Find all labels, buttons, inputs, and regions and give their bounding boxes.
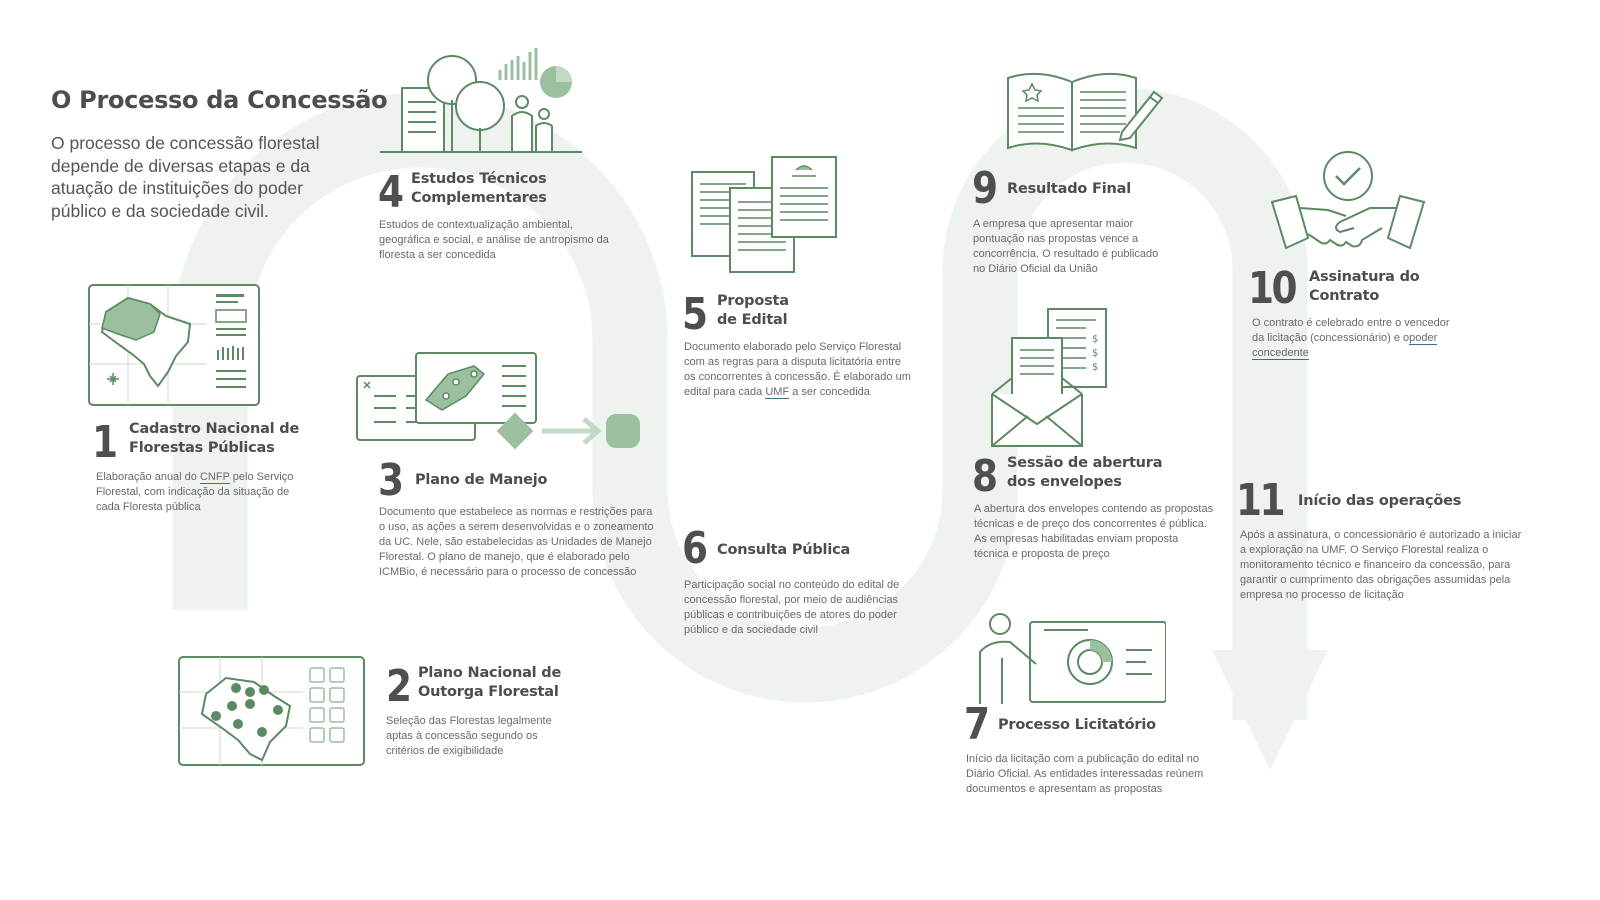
svg-text:$: $ bbox=[1092, 362, 1099, 373]
step-title: Estudos Técnicos Complementares bbox=[411, 171, 547, 206]
step-number: 9 bbox=[972, 163, 996, 214]
svg-text:$: $ bbox=[1092, 334, 1099, 345]
step-description: Documento elaborado pelo Serviço Florestal com as regras para a disputa licitatória entre os concorrentes à concessão. É elaborado um edital para cada UMF a ser concedida bbox=[684, 341, 911, 398]
step-number: 8 bbox=[972, 451, 996, 502]
page-title: O Processo da Concessão bbox=[51, 86, 388, 114]
poder-concedente-link[interactable]: poder concedente bbox=[1252, 332, 1438, 359]
step-description: Seleção das Florestas legalmente aptas à concessão segundo os critérios de exigibilidade bbox=[386, 715, 552, 757]
forest-study-icon bbox=[380, 44, 586, 156]
step-description: Após a assinatura, o concessionário é autorizado a iniciar a exploração na UMF. O Serviço Florestal realiza o monitoramento técnico e financeiro da concessão, para garantir o cumprimento das obrigações assumidas pela empresa no processo de licitação bbox=[1240, 529, 1522, 601]
step-description: A abertura dos envelopes contendo as propostas técnicas e de preço dos concorrentes é pública. As empresas habilitadas enviam proposta técnica e proposta de preço bbox=[974, 503, 1214, 560]
step-title: Início das operações bbox=[1298, 493, 1462, 509]
step-description: A empresa que apresentar maior pontuação nas propostas vence a concorrência. O resultado é publicado no Diário Oficial da União bbox=[973, 218, 1159, 275]
step-title: Proposta de Edital bbox=[717, 293, 789, 328]
cnfp-link[interactable]: CNFP bbox=[199, 471, 230, 483]
step-description: Participação social no conteúdo do edital de concessão florestal, por meio de audiências públicas e contribuições de atores do poder público e da sociedade civil bbox=[684, 579, 900, 636]
step-number: 1 bbox=[92, 417, 116, 468]
map-pins-icon bbox=[178, 656, 370, 768]
step-description: O contrato é celebrado entre o vencedor da licitação (concessionário) e opoder concedente bbox=[1252, 317, 1450, 359]
step-title: Consulta Pública bbox=[717, 542, 851, 558]
step-description: Início da licitação com a publicação do edital no Diário Oficial. As entidades interessadas reúnem documentos e apresentam as propostas bbox=[966, 753, 1204, 795]
intro-text: O processo de concessão florestal depende de diversas etapas e da atuação de instituições do poder público e da sociedade civil. bbox=[51, 133, 320, 221]
brazil-map-icon bbox=[88, 284, 260, 406]
svg-text:$: $ bbox=[1092, 348, 1099, 359]
path-arrow-head bbox=[1212, 650, 1328, 770]
step-title: Cadastro Nacional de Florestas Públicas bbox=[129, 421, 300, 456]
step-number: 4 bbox=[378, 167, 402, 218]
step-title: Plano Nacional de Outorga Florestal bbox=[418, 665, 562, 700]
presentation-icon bbox=[976, 612, 1166, 706]
open-book-icon bbox=[1004, 70, 1172, 156]
step-description: Elaboração anual do CNFP pelo Serviço Florestal, com indicação da situação de cada Floresta pública bbox=[96, 471, 294, 513]
step-title: Processo Licitatório bbox=[998, 717, 1156, 733]
step-title: Assinatura do Contrato bbox=[1309, 269, 1420, 304]
step-title: Resultado Final bbox=[1007, 181, 1131, 197]
step-title: Sessão de abertura dos envelopes bbox=[1007, 455, 1163, 490]
step-number: 3 bbox=[378, 455, 402, 506]
step-number: 2 bbox=[386, 661, 410, 712]
umf-link[interactable]: UMF bbox=[765, 386, 790, 398]
step-number: 11 bbox=[1236, 475, 1283, 526]
envelope-icon bbox=[990, 308, 1114, 448]
step-description: Documento que estabelece as normas e restrições para o uso, as ações a serem desenvolvidas e o zoneamento da UC. Nele, são estabelecidas as Unidades de Manejo Florestal. O plano de manejo, que é elaborado pelo ICMBio, é necessário para o processo de concessão bbox=[379, 506, 654, 578]
documents-icon bbox=[688, 156, 840, 274]
step-number: 5 bbox=[682, 289, 706, 340]
handshake-icon bbox=[1270, 150, 1426, 254]
step-title: Plano de Manejo bbox=[415, 472, 548, 488]
flowchart-icon bbox=[356, 352, 656, 464]
step-number: 6 bbox=[682, 523, 706, 574]
step-description: Estudos de contextualização ambiental, geográfica e social, e análise de antropismo da floresta a ser concedida bbox=[379, 219, 609, 261]
step-number: 10 bbox=[1248, 263, 1295, 314]
step-number: 7 bbox=[964, 699, 988, 750]
